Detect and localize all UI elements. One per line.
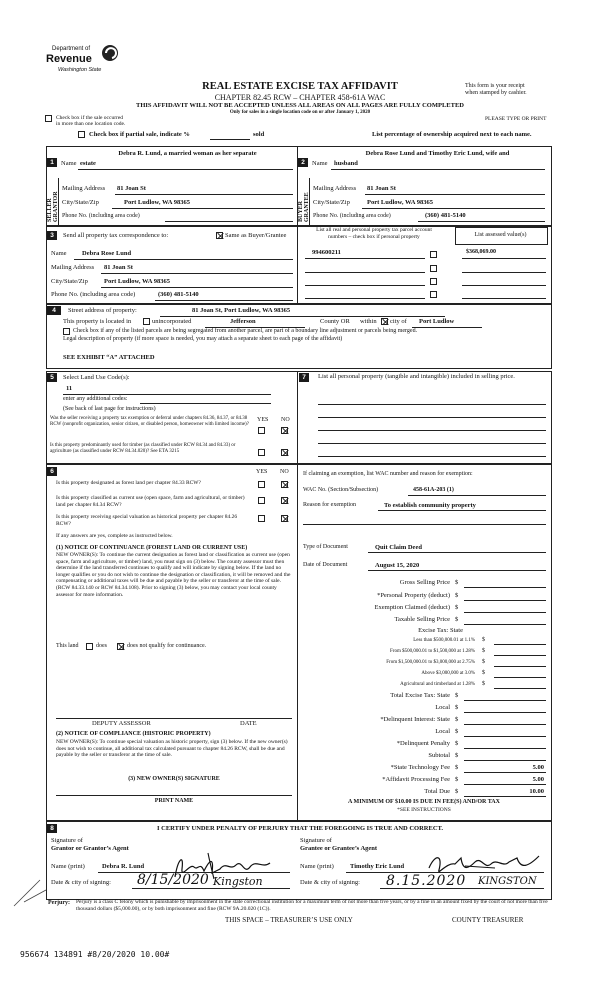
unincorporated-label: unincorporated [152,318,192,325]
notice-2-title: (2) NOTICE OF COMPLIANCE (HISTORIC PROPERTY) [56,731,211,737]
grantee-sig-label-2: Grantee or Grantee’s Agent [300,845,378,852]
buyer-city-label: City/State/Zip [313,199,350,206]
excise-state-label: Excise Tax: State [418,627,463,634]
assessed-header: List assessed value(s) [474,232,527,238]
county-name[interactable]: Jefferson [230,318,256,325]
grantee-sign-city[interactable]: KINGSTON [478,876,537,887]
bracket-label: From $1,500,000.01 to $3,000,000 at 2.75% [386,660,475,665]
city-name[interactable]: Port Ludlow [419,318,455,325]
s5-yes-header: YES [257,417,269,423]
s6-q2-yes-checkbox[interactable] [258,497,265,504]
seller-mailing[interactable]: 81 Joan St [117,185,146,192]
see-back-label: (See back of last page for instructions) [63,406,156,412]
grantee-name-label: Name (print) [300,863,334,870]
wac-number[interactable]: 458-61A-203 (1) [413,487,454,493]
tax-row-currency: $ [455,604,459,611]
s3-city[interactable]: Port Ludlow, WA 98365 [104,278,170,285]
grantor-name-label: Name (print) [51,863,85,870]
section-8-badge: 8 [47,824,57,833]
grantor-date-city-label: Date & city of signing: [51,879,111,886]
buyer-side-label: BUYER GRANTEE [298,192,310,222]
grantor-sign-city[interactable]: Kingston [213,875,263,888]
notice-1-title: (1) NOTICE OF CONTINUANCE (FOREST LAND OR CURRENT USE) [56,545,248,551]
tax-row-currency: $ [455,592,459,599]
treasurer-use-only: THIS SPACE – TREASURER’S USE ONLY [225,916,353,924]
same-as-buyer-checkbox[interactable] [216,232,223,239]
exemption-label: If claiming an exemption, list WAC number and reason for exemption: [303,471,473,477]
s5-q1-yes-checkbox[interactable] [258,427,265,434]
multi-location-label-1: Check box if the sale occurred [56,115,124,121]
form-chapter: CHAPTER 82.45 RCW – CHAPTER 458-61A WAC [214,93,386,102]
legal-description-label: Legal description of property (if more space is needed, you may attach a separate sheet to each page of the affidavit) [63,336,343,342]
section-7-badge: 7 [299,373,309,382]
exemption-reason[interactable]: To establish community property [384,502,476,509]
section-2-badge: 2 [298,158,308,167]
logo-revenue: Revenue [46,53,92,65]
sold-label: sold [253,131,265,138]
total-row-currency: $ [455,788,459,795]
bracket-currency: $ [482,670,485,676]
grantor-sig-label-2: Grantor or Grantor’s Agent [51,845,129,852]
section-4-badge: 4 [47,306,61,315]
land-does-not-label: does not qualify for continuance. [127,643,207,649]
if-yes-note: If any answers are yes, complete as instructed below. [56,533,173,539]
s6-question-1: Is this property designated as forest land per chapter 84.33 RCW? [56,480,201,486]
sales-note: Only for sales in a single location code on or after January 1, 2020 [229,110,371,115]
total-row-currency: $ [455,752,459,759]
form-notice: THIS AFFIDAVIT WILL NOT BE ACCEPTED UNLESS ALL AREAS ON ALL PAGES ARE FULLY COMPLETED [136,102,464,109]
s5-question-1: Was the seller receiving a property tax exemption or deferral under chapters 84.36, 84.37, or 84.38 RCW (nonprofit organization, senior citizen, or disabled person, homeowner with limited income)? [50,416,249,428]
grantee-date-city-label: Date & city of signing: [300,879,360,886]
street-label: Street address of property: [68,307,137,314]
personal-property-label: List all personal property (tangible and intangible) included in selling price. [318,373,515,380]
total-due[interactable]: 10.00 [529,788,544,795]
buyer-mailing[interactable]: 81 Joan St [367,185,396,192]
section-5-badge: 5 [47,373,57,382]
total-row-currency: $ [455,764,459,771]
affidavit-processing-fee[interactable]: 5.00 [532,776,544,783]
total-row-currency: $ [455,728,459,735]
bracket-currency: $ [482,659,485,665]
reason-label: Reason for exemption [303,502,356,508]
seller-phone-label: Phone No. (including area code) [62,213,140,219]
assessor-date-label: DATE [240,720,257,727]
additional-codes-label: enter any additional codes: [63,396,128,402]
personal-property-checkbox-3[interactable] [430,278,437,285]
seller-name-label: Name [61,160,77,167]
notice-2-body: NEW OWNER(S): To continue special valuation as historic property, sign (3) below. If the new owner(s) does not wish to continue, all additional tax calculated pursuant to chapter 84.26 RCW, shall be due and payable by the seller or transferor at the time of sale. [56,739,288,759]
s5-q1-no-checkbox[interactable] [281,427,288,434]
total-row-label: Subtotal [428,752,450,759]
total-row-label: *Delinquent Interest: State [380,716,450,723]
wac-label: WAC No. (Section/Subsection) [303,487,379,493]
s6-q1-yes-checkbox[interactable] [258,481,265,488]
s6-q3-no-checkbox[interactable] [281,515,288,522]
bracket-label: From $500,000.01 to $1,500,000 at 1.28% [390,649,475,654]
total-row-label: *Delinquent Penalty [396,740,450,747]
s6-q1-no-checkbox[interactable] [281,481,288,488]
bracket-label: Above $3,000,000 at 3.0% [421,671,475,676]
doc-date-label: Date of Document [303,562,348,568]
seller-name-line-2[interactable]: estate [80,160,96,167]
seller-name-line-1: Debra R. Lund, a married woman as her separate [118,150,257,157]
see-instructions-note: *SEE INSTRUCTIONS [397,807,451,813]
doc-type-label: Type of Document [303,544,348,550]
personal-property-checkbox-2[interactable] [430,265,437,272]
certify-statement: I CERTIFY UNDER PENALTY OF PERJURY THAT THE FOREGOING IS TRUE AND CORRECT. [156,825,443,832]
s3-mailing[interactable]: 81 Joan St [104,264,133,271]
bracket-currency: $ [482,648,485,654]
county-treasurer-label: COUNTY TREASURER [452,916,524,924]
state-technology-fee[interactable]: 5.00 [532,764,544,771]
boundary-label: Check box if any of the listed parcels are being segregated from another parcel, are part of a boundary line adjustment or parcels being merged. [73,328,418,334]
land-does-not-checkbox[interactable] [117,643,124,650]
seller-city-label: City/State/Zip [62,199,99,206]
same-as-buyer-label: Same as Buyer/Grantee [225,232,287,239]
total-row-label: *State Technology Fee [390,764,450,771]
tax-row-label: Exemption Claimed (deduct) [374,604,450,611]
s5-q2-no-checkbox[interactable] [281,449,288,456]
city-of-label: city of [390,318,407,325]
revenue-swirl-icon [100,42,120,64]
exhibit-text: SEE EXHIBIT “A” ATTACHED [63,354,155,361]
partial-sale-label: Check box if partial sale, indicate % [89,131,190,138]
land-does-label: does [96,643,107,649]
s6-yes-header: YES [256,469,268,475]
bracket-label: Agricultural and timberland at 1.28% [400,682,475,687]
s5-q2-yes-checkbox[interactable] [258,449,265,456]
assessed-value-1[interactable]: $368,069.00 [466,249,496,255]
total-row-label: Total Due [424,788,450,795]
county-or-label: County OR [320,318,350,325]
total-row-currency: $ [455,716,459,723]
bracket-currency: $ [482,637,485,643]
this-land-label: This land [56,643,79,649]
buyer-name-line-1: Debra Rose Lund and Timothy Eric Lund, wife and [365,150,510,157]
tax-row-currency: $ [455,616,459,623]
unincorporated-checkbox[interactable] [143,318,150,325]
tax-row-label: Gross Selling Price [399,579,450,586]
total-row-label: *Affidavit Processing Fee [382,776,450,783]
multi-location-label-2: in more than one location code. [56,121,126,127]
doc-type[interactable]: Quit Claim Deed [375,544,422,551]
send-correspondence-label: Send all property tax correspondence to: [63,232,169,239]
logo-washington-state: Washington State [58,67,102,73]
ownership-note: List percentage of ownership acquired next to each name. [372,131,532,138]
deputy-assessor-label: DEPUTY ASSESSOR [92,720,151,727]
personal-property-checkbox-1[interactable] [430,251,437,258]
total-row-label: Total Excise Tax: State [390,692,450,699]
grantee-print-name[interactable]: Timothy Eric Lund [350,863,405,870]
located-in-label: This property is located in [63,318,132,325]
s3-name[interactable]: Debra Rose Lund [82,250,132,257]
buyer-phone-label: Phone No. (including area code) [313,213,391,219]
bracket-label: Less than $500,000.01 at 1.1% [413,638,475,643]
margin-pen-marks [10,866,50,910]
parcel-header-1: List all real and personal property tax parcel account [316,227,432,233]
s6-q2-no-checkbox[interactable] [281,497,288,504]
s5-no-header: NO [281,417,290,423]
s6-no-header: NO [280,469,289,475]
buyer-phone[interactable]: (360) 481-5140 [425,212,466,219]
tax-row-label: Taxable Selling Price [394,616,450,623]
parcel-header-2: numbers – check box if personal property [328,234,420,240]
grantee-sig-label-1: Signature of [300,837,332,844]
seller-city[interactable]: Port Ludlow, WA 98365 [124,199,190,206]
boundary-checkbox[interactable] [63,328,70,335]
s6-q3-yes-checkbox[interactable] [258,515,265,522]
minimum-due-note: A MINIMUM OF $10.00 IS DUE IN FEE(S) AND/OR TAX [348,799,500,805]
perjury-text: Perjury is a class C felony which is punishable by imprisonment in the state correctional institution for a maximum term of not more than five years, or by a fine in an amount fixed by the court of not more than five thousand dollars ($5,000.00), or by both imprisonment and fine (RCW 9A.20.020 (1C)). [76,899,548,912]
section-1-badge: 1 [47,158,57,167]
land-use-label: Select Land Use Code(s): [63,374,130,381]
section-3-badge: 3 [47,231,57,240]
grantee-sign-date[interactable]: 8.15.2020 [386,873,467,889]
total-row-label: Local [435,704,450,711]
partial-sale-checkbox[interactable] [78,131,85,138]
print-name-label: PRINT NAME [154,798,194,804]
buyer-mailing-label: Mailing Address [313,185,357,192]
total-row-currency: $ [455,740,459,747]
total-row-currency: $ [455,692,459,699]
grantor-sign-date[interactable]: 8/15/2020 [137,872,209,888]
parcel-number-1[interactable]: 994600211 [312,249,341,256]
perjury-label: Perjury: [48,900,70,906]
receipt-stamp: 956674 134891 #8/20/2020 10.00# [20,950,170,959]
total-row-currency: $ [455,776,459,783]
s3-mailing-label: Mailing Address [51,264,95,271]
doc-date[interactable]: August 15, 2020 [375,562,420,569]
please-type: PLEASE TYPE OR PRINT [485,116,547,122]
s6-question-3: Is this property receiving special valuation as historical property per chapter 84.26 RCW? [56,514,238,527]
total-row-label: Local [435,728,450,735]
land-does-checkbox[interactable] [86,643,93,650]
receipt-line-2: when stamped by cashier. [465,90,527,96]
s5-question-2: Is this property predominantly used for timber (as classified under RCW 84.34 and 84.33) or agriculture (as classified under RCW 84.34.020)? See ETA 3215 [50,443,236,455]
seller-mailing-label: Mailing Address [62,185,106,192]
land-use-code[interactable]: 11 [66,385,73,392]
personal-property-checkbox-4[interactable] [430,291,437,298]
seller-side-label: SELLER GRANTOR [47,191,59,222]
s3-phone-label: Phone No. (including area code) [51,291,136,298]
buyer-name-label: Name [312,160,328,167]
grantor-sig-label-1: Signature of [51,837,83,844]
new-owner-signature-label: (3) NEW OWNER(S) SIGNATURE [128,776,220,782]
section-6-badge: 6 [47,467,57,476]
buyer-city[interactable]: Port Ludlow, WA 98365 [367,199,433,206]
notice-1-body: NEW OWNER(S): To continue the current designation as forest land or classification as current use (open space, farm and agriculture, or timber) land, you must sign on (3) below. The county assessor must then determine if the land transferred continues to qualify and will indicate by signing below. If the land no longer qualifies or you do not wish to continue the designation or classification, it will be removed and the compensating or additional taxes will be due and payable by the seller or transferor at the time of sale. (RCW 84.33.140 or RCW 84.34.108). Prior to signing (3) below, you may contact your local county assessor for more information. [56,552,291,598]
form-title: REAL ESTATE EXCISE TAX AFFIDAVIT [202,81,398,92]
tax-row-label: *Personal Property (deduct) [377,592,450,599]
within-city-checkbox[interactable] [381,318,388,325]
grantor-print-name[interactable]: Debra R. Lund [102,863,145,870]
total-row-currency: $ [455,704,459,711]
s3-phone[interactable]: (360) 481-5140 [158,291,199,298]
multi-location-checkbox[interactable] [45,115,52,122]
buyer-name-line-2[interactable]: husband [334,160,358,167]
receipt-line-1: This form is your receipt [465,83,525,89]
s3-name-label: Name [51,250,67,257]
bracket-currency: $ [482,681,485,687]
s3-city-label: City/State/Zip [51,278,88,285]
tax-row-currency: $ [455,579,459,586]
property-street[interactable]: 81 Joan St, Port Ludlow, WA 98365 [192,307,291,314]
s6-question-2: Is this property classified as current use (open space, farm and agricultural, or timber) land per chapter 84.34 RCW? [56,495,245,508]
logo-dept-of: Department of [52,46,91,52]
within-label: within [360,318,377,325]
